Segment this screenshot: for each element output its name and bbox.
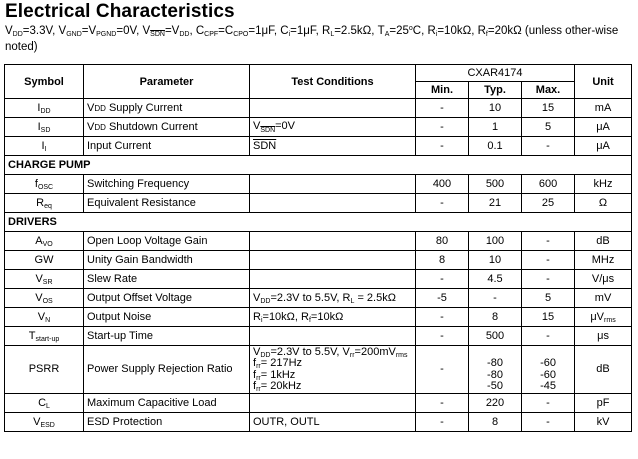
parameter-cell: Unity Gain Bandwidth	[84, 251, 250, 270]
unit-cell: Ω	[575, 194, 632, 213]
unit-cell: V/μs	[575, 270, 632, 289]
min-cell: -5	[416, 289, 469, 308]
symbol-cell: GW	[5, 251, 84, 270]
test-cell	[250, 99, 416, 118]
min-cell: 8	[416, 251, 469, 270]
section-charge-pump: CHARGE PUMP	[5, 156, 632, 175]
symbol-cell: $C_L$	[5, 394, 84, 413]
typ-cell: 1	[469, 118, 522, 137]
parameter-cell: Start-up Time	[84, 327, 250, 346]
test-cell	[250, 327, 416, 346]
max-cell: 5	[522, 289, 575, 308]
section-row	[5, 156, 632, 175]
unit-cell: dB	[575, 232, 632, 251]
unit-cell: mV	[575, 289, 632, 308]
test-cell	[250, 251, 416, 270]
electrical-characteristics-table	[4, 64, 632, 432]
table-row	[5, 251, 632, 270]
test-cell: OUTR, OUTL	[250, 413, 416, 432]
min-cell: -	[416, 394, 469, 413]
table-row	[5, 308, 632, 327]
unit-cell: μA	[575, 118, 632, 137]
min-cell: -	[416, 118, 469, 137]
unit-cell: kHz	[575, 175, 632, 194]
max-cell: -60 -60 -45	[522, 346, 575, 394]
table-row	[5, 118, 632, 137]
min-cell: -	[416, 327, 469, 346]
max-cell: 25	[522, 194, 575, 213]
parameter-cell: Slew Rate	[84, 270, 250, 289]
parameter-cell: Maximum Capacitive Load	[84, 394, 250, 413]
page-title: Electrical Characteristics	[5, 1, 235, 22]
max-cell: 15	[522, 99, 575, 118]
min-cell: -	[416, 413, 469, 432]
max-cell: -	[522, 394, 575, 413]
test-conditions-note: $V_{DD}=3.3V$, $V_{GND}=V_{PGND}=0V$, $V_{\overline{SDN}}=V_{DD}$, $C_{CPF}=C_{CPO}=1\mu F$, $C_i=1\mu F$, $R_L=2.5k\Omega$, $T_A=25^oC$, $R_i=10k\Omega$, $R_f=20k\Omega$ (unless other-wise noted)	[5, 25, 619, 53]
test-cell	[250, 394, 416, 413]
min-cell: -	[416, 99, 469, 118]
parameter-cell: Output Offset Voltage	[84, 289, 250, 308]
parameter-cell: ESD Protection	[84, 413, 250, 432]
parameter-cell: Power Supply Rejection Ratio	[84, 346, 250, 394]
min-cell: -	[416, 308, 469, 327]
max-cell: 15	[522, 308, 575, 327]
typ-cell: 100	[469, 232, 522, 251]
max-cell: -	[522, 137, 575, 156]
symbol-cell: $R_{eq}$	[5, 194, 84, 213]
symbol-cell: $I_I$	[5, 137, 84, 156]
symbol-cell: $V_{SR}$	[5, 270, 84, 289]
table-row	[5, 394, 632, 413]
table-row	[5, 327, 632, 346]
symbol-cell: $V_N$	[5, 308, 84, 327]
header-parameter: Parameter	[84, 65, 250, 99]
unit-cell: μA	[575, 137, 632, 156]
section-row	[5, 213, 632, 232]
max-cell: -	[522, 232, 575, 251]
typ-cell: 0.1	[469, 137, 522, 156]
header-part-number: CXAR4174	[416, 65, 575, 82]
table-row	[5, 270, 632, 289]
parameter-cell: Input Current	[84, 137, 250, 156]
unit-cell: MHz	[575, 251, 632, 270]
parameter-cell: Equivalent Resistance	[84, 194, 250, 213]
unit-cell: μs	[575, 327, 632, 346]
unit-cell: $\mu V_{rms}$	[575, 308, 632, 327]
typ-cell: 4.5	[469, 270, 522, 289]
table-row	[5, 289, 632, 308]
max-cell: -	[522, 413, 575, 432]
test-cell	[250, 175, 416, 194]
parameter-cell: VDD Supply Current	[84, 99, 250, 118]
table-row-psrr	[5, 346, 632, 394]
unit-cell: pF	[575, 394, 632, 413]
typ-cell: 500	[469, 175, 522, 194]
parameter-cell: Output Noise	[84, 308, 250, 327]
test-cell: $R_i=10k\Omega$, $R_f=10k\Omega$	[250, 308, 416, 327]
header-min: Min.	[416, 82, 469, 99]
typ-cell: 10	[469, 251, 522, 270]
max-cell: 600	[522, 175, 575, 194]
min-cell: -	[416, 270, 469, 289]
symbol-cell: $V_{OS}$	[5, 289, 84, 308]
header-unit: Unit	[575, 65, 632, 99]
table-row	[5, 175, 632, 194]
unit-cell: kV	[575, 413, 632, 432]
test-cell: $V_{\overline{SDN}}=0V$	[250, 118, 416, 137]
header-max: Max.	[522, 82, 575, 99]
symbol-cell: $A_{VO}$	[5, 232, 84, 251]
symbol-cell: $I_{SD}$	[5, 118, 84, 137]
header-typ: Typ.	[469, 82, 522, 99]
test-cell: $V_{DD}=2.3V$ to 5.5V, $V_{rr}=200mV_{rms}$ $f_{rr}= 217Hz$ $f_{rr}= 1kHz$ $f_{rr}= 20kHz$	[250, 346, 416, 394]
min-cell: -	[416, 194, 469, 213]
table-row	[5, 413, 632, 432]
max-cell: -	[522, 270, 575, 289]
header-symbol: Symbol	[5, 65, 84, 99]
typ-cell: 8	[469, 308, 522, 327]
test-cell	[250, 232, 416, 251]
typ-cell: 10	[469, 99, 522, 118]
typ-cell: 500	[469, 327, 522, 346]
max-cell: 5	[522, 118, 575, 137]
table-row	[5, 194, 632, 213]
header-test-conditions: Test Conditions	[250, 65, 416, 99]
min-cell: -	[416, 346, 469, 394]
test-cell: $\overline{SDN}$	[250, 137, 416, 156]
test-cell: $V_{DD}=2.3V$ to 5.5V, $R_L = 2.5k\Omega$	[250, 289, 416, 308]
symbol-cell: $I_{DD}$	[5, 99, 84, 118]
min-cell: 80	[416, 232, 469, 251]
symbol-cell: $f_{OSC}$	[5, 175, 84, 194]
typ-cell: 8	[469, 413, 522, 432]
parameter-cell: Switching Frequency	[84, 175, 250, 194]
symbol-cell: $T_{start-up}$	[5, 327, 84, 346]
section-drivers: DRIVERS	[5, 213, 632, 232]
parameter-cell: Open Loop Voltage Gain	[84, 232, 250, 251]
symbol-cell: $V_{ESD}$	[5, 413, 84, 432]
typ-cell: -	[469, 289, 522, 308]
unit-cell: dB	[575, 346, 632, 394]
test-cell	[250, 194, 416, 213]
typ-cell: -80 -80 -50	[469, 346, 522, 394]
typ-cell: 220	[469, 394, 522, 413]
min-cell: -	[416, 137, 469, 156]
max-cell: -	[522, 327, 575, 346]
symbol-cell: PSRR	[5, 346, 84, 394]
unit-cell: mA	[575, 99, 632, 118]
table-row	[5, 137, 632, 156]
table-row	[5, 99, 632, 118]
test-cell	[250, 270, 416, 289]
parameter-cell: VDD Shutdown Current	[84, 118, 250, 137]
typ-cell: 21	[469, 194, 522, 213]
min-cell: 400	[416, 175, 469, 194]
table-row	[5, 232, 632, 251]
max-cell: -	[522, 251, 575, 270]
